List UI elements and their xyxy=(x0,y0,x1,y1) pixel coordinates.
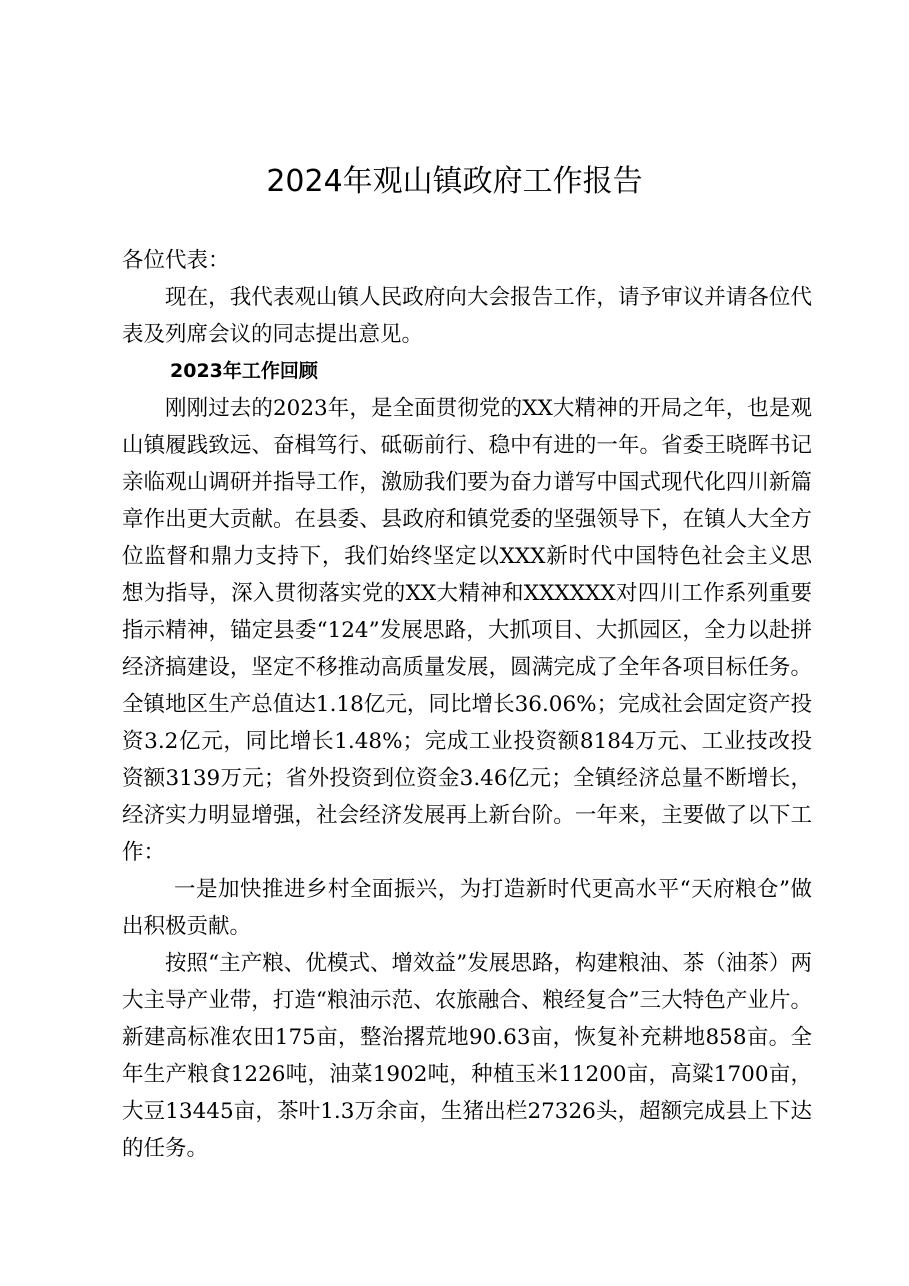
document-title: 2024年观山镇政府工作报告 xyxy=(266,164,643,199)
point-one-detail: 按照“主产粮、优模式、增效益”发展思路，构建粮油、茶（油茶）两大主导产业带，打造“粮油示范、农旅融合、粮经复合”三大特色产业片。新建高标准农田175亩，整治撂荒地90.63亩，恢复补充耕地858亩。全年生产粮食1226吨，油菜1902吨，种植玉米11200亩，高粱1700亩，大豆13445亩，茶叶1.3万余亩，生猪出栏27326头，超额完成县上下达的任务。 xyxy=(122,951,812,1161)
salutation: 各位代表： xyxy=(122,248,230,273)
section-heading: 2023年工作回顾 xyxy=(170,360,318,382)
point-one-heading: 一是加快推进乡村全面振兴，为打造新时代更高水平“天府粮仓”做出积极贡献。 xyxy=(122,877,812,939)
review-paragraph: 刚刚过去的2023年，是全面贯彻党的XX大精神的开局之年，也是观山镇履践致远、奋楫笃行、砥砺前行、稳中有进的一年。省委王晓晖书记亲临观山调研并指导工作，激励我们要为奋力谱写中国式现代化四川新篇章作出更大贡献。在县委、县政府和镇党委的坚强领导下，在镇人大全方位监督和鼎力支持下，我们始终坚定以XXX新时代中国特色社会主义思想为指导，深入贯彻落实党的XX大精神和XXXXXX对四川工作系列重要指示精神，锚定县委“124”发展思路，大抓项目、大抓园区，全力以赴拼经济搞建设，坚定不移推动高质量发展，圆满完成了全年各项目标任务。全镇地区生产总值达1.18亿元，同比增长36.06%；完成社会固定资产投资3.2亿元，同比增长1.48%；完成工业投资额8184万元、工业技改投资额3139万元；省外投资到位资金3.46亿元；全镇经济总量不断增长，经济实力明显增强，社会经济发展再上新台阶。一年来，主要做了以下工作： xyxy=(122,396,812,865)
intro-paragraph: 现在，我代表观山镇人民政府向大会报告工作，请予审议并请各位代表及列席会议的同志提出意见。 xyxy=(122,285,812,347)
document-body xyxy=(122,242,812,1167)
